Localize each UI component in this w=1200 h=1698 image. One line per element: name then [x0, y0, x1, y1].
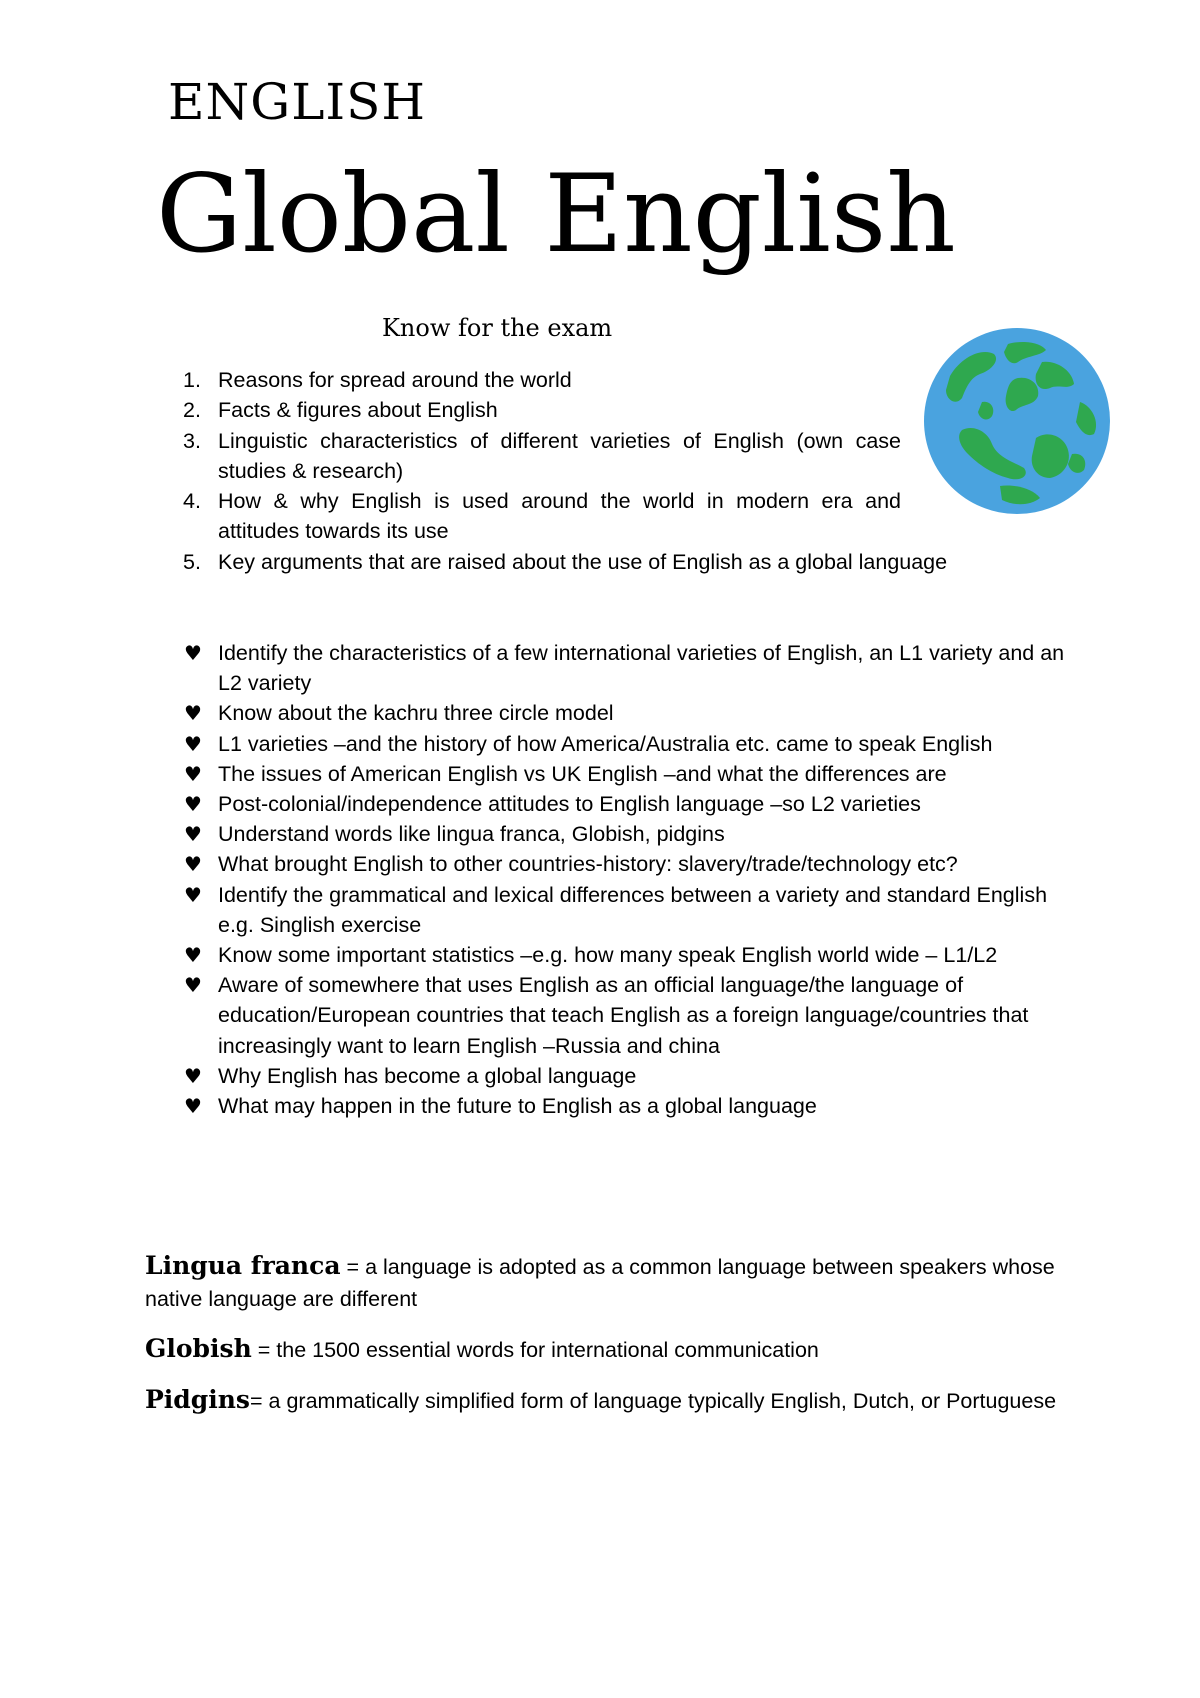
- bullet-text: Post-colonial/independence attitudes to English language –so L2 varieties: [218, 792, 921, 817]
- bullet-text: Understand words like lingua franca, Globish, pidgins: [218, 822, 725, 847]
- study-points-list: [175, 638, 1175, 1121]
- definition-lingua-franca: [145, 1250, 1065, 1315]
- bullet-item: [175, 880, 1175, 940]
- bullet-item: [175, 759, 1175, 789]
- bullet-item: [175, 940, 1175, 970]
- item-number: 5.: [183, 549, 201, 574]
- list-item: [175, 547, 1175, 577]
- subject-heading: ENGLISH: [168, 73, 427, 131]
- heart-bullet-icon: ♥: [184, 701, 202, 726]
- bullet-item: [175, 970, 1175, 1061]
- bullet-text: Why English has become a global language: [218, 1063, 637, 1088]
- heart-bullet-icon: ♥: [184, 882, 202, 907]
- bullet-text: Know about the kachru three circle model: [218, 701, 614, 726]
- bullet-text: The issues of American English vs UK English –and what the differences are: [218, 761, 947, 786]
- page-title: Global English: [156, 152, 956, 277]
- list-item: [175, 365, 1175, 395]
- list-item: [175, 486, 1175, 547]
- definition-term: Globish: [145, 1334, 252, 1363]
- definition-separator: =: [250, 1389, 269, 1413]
- definition-term: Lingua franca: [145, 1251, 341, 1280]
- heart-bullet-icon: ♥: [184, 761, 202, 786]
- bullet-item: [175, 698, 1175, 728]
- item-text: Reasons for spread around the world: [218, 368, 572, 392]
- heart-bullet-icon: ♥: [184, 1063, 202, 1088]
- definition-text: a grammatically simplified form of language typically English, Dutch, or Portuguese: [268, 1389, 1057, 1413]
- bullet-text: Identify the grammatical and lexical differences between a variety and standard English e.g. Singlish exercise: [218, 882, 1048, 937]
- bullet-text: Know some important statistics –e.g. how many speak English world wide – L1/L2: [218, 943, 998, 968]
- item-text: Key arguments that are raised about the use of English as a global language: [218, 549, 948, 574]
- definition-separator: =: [251, 1338, 277, 1362]
- heart-bullet-icon: ♥: [184, 943, 202, 968]
- bullet-text: What brought English to other countries-history: slavery/trade/technology etc?: [218, 852, 958, 877]
- bullet-item: [175, 1091, 1175, 1121]
- bullet-item: [175, 819, 1175, 849]
- definition-text: a language is adopted as a common language between speakers whose native language are different: [145, 1255, 1055, 1311]
- definition-globish: [145, 1333, 1065, 1366]
- bullet-text: L1 varieties –and the history of how America/Australia etc. came to speak English: [218, 731, 993, 756]
- item-number: 4.: [183, 489, 201, 514]
- heart-bullet-icon: ♥: [184, 792, 202, 817]
- item-number: 2.: [183, 398, 201, 423]
- heart-bullet-icon: ♥: [184, 973, 202, 998]
- definition-separator: =: [340, 1255, 366, 1279]
- heart-bullet-icon: ♥: [184, 822, 202, 847]
- list-item: [175, 395, 1175, 425]
- item-number: 3.: [183, 428, 201, 453]
- definition-pidgins: [145, 1384, 1065, 1417]
- heart-bullet-icon: ♥: [184, 731, 202, 756]
- bullet-item: [175, 729, 1175, 759]
- list-item: [175, 426, 1175, 487]
- definition-text: the 1500 essential words for international communication: [276, 1338, 819, 1362]
- heart-bullet-icon: ♥: [184, 641, 202, 665]
- item-text: How & why English is used around the world in modern era and attitudes towards its use: [218, 489, 901, 544]
- definitions-section: [145, 1250, 1065, 1435]
- bullet-item: [175, 1061, 1175, 1091]
- item-text: Facts & figures about English: [218, 398, 498, 423]
- heart-bullet-icon: ♥: [184, 852, 202, 877]
- bullet-text: Identify the characteristics of a few international varieties of English, an L1 variety and an L2 variety: [218, 641, 1065, 696]
- bullet-text: What may happen in the future to English as a global language: [218, 1094, 817, 1119]
- bullet-item: [175, 638, 1175, 698]
- item-text: Linguistic characteristics of different varieties of English (own case studies & research): [218, 428, 901, 483]
- heart-bullet-icon: ♥: [184, 1094, 202, 1119]
- item-number: 1.: [183, 368, 201, 392]
- exam-subheading: Know for the exam: [382, 314, 613, 342]
- bullet-text: Aware of somewhere that uses English as an official language/the language of education/European countries that teach English as a foreign language/countries that increasingly want to learn English –Russia and china: [218, 973, 1029, 1058]
- exam-topics-list: [175, 365, 1175, 577]
- bullet-item: [175, 849, 1175, 879]
- bullet-item: [175, 789, 1175, 819]
- definition-term: Pidgins: [145, 1385, 251, 1414]
